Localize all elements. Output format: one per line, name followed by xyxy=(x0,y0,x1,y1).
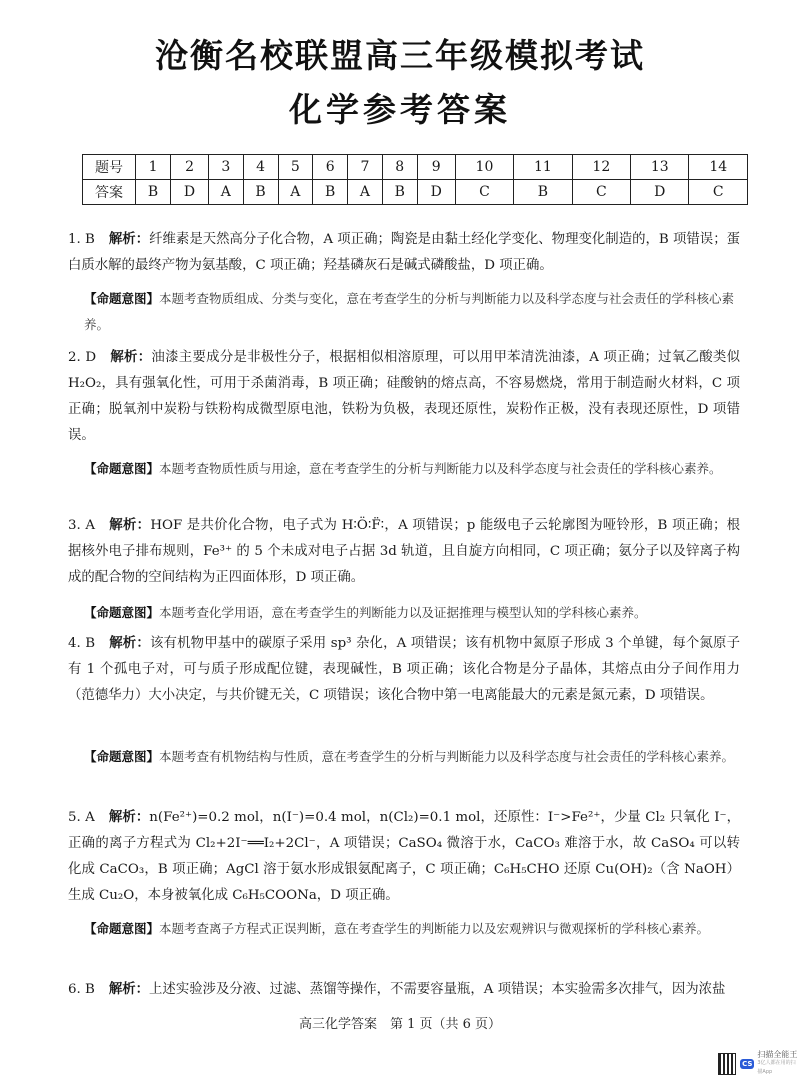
watermark-tagline: 3亿人都在用的扫描App xyxy=(757,1060,796,1075)
question-2-intent xyxy=(84,456,740,482)
page-footer: 高三化学答案 第 1 页（共 6 页） xyxy=(298,1017,502,1032)
answer-table xyxy=(82,154,748,205)
explanation-label: 解析： xyxy=(110,349,152,365)
answer-cell: D xyxy=(417,180,455,205)
question-number: 4 xyxy=(243,155,278,180)
question-1-intent xyxy=(84,286,740,338)
question-head: 3. A xyxy=(68,518,95,533)
answer-row xyxy=(83,180,748,205)
question-number: 5 xyxy=(278,155,313,180)
question-head: 5. A xyxy=(68,810,95,825)
exam-title: 沧衡名校联盟高三年级模拟考试 xyxy=(155,36,645,75)
intent-text: 本题考查离子方程式正误判断，意在考查学生的判断能力以及宏观辨识与微观探析的学科核心素养。 xyxy=(159,921,710,936)
explanation-label: 解析： xyxy=(108,231,150,247)
intent-label: 【命题意图】 xyxy=(84,921,160,936)
question-head: 4. B xyxy=(68,636,96,651)
question-head: 2. D xyxy=(68,350,97,365)
question-5-intent xyxy=(84,916,740,942)
explanation-label: 解析： xyxy=(109,517,151,533)
answer-key-subtitle: 化学参考答案 xyxy=(289,90,511,129)
camscanner-logo-icon: CS xyxy=(742,1059,753,1068)
answer-cell: C xyxy=(455,180,513,205)
answer-cell: A xyxy=(348,180,383,205)
intent-label: 【命题意图】 xyxy=(84,461,160,476)
intent-label: 【命题意图】 xyxy=(84,291,160,306)
qr-code-icon xyxy=(718,1053,736,1075)
answer-cell: B xyxy=(382,180,417,205)
intent-text: 本题考查有机物结构与性质，意在考查学生的分析与判断能力以及科学态度与社会责任的学科核心素养。 xyxy=(159,749,735,764)
question-head: 1. B xyxy=(68,232,95,247)
explanation-text: 上述实验涉及分液、过滤、蒸馏等操作，不需要容量瓶，A 项错误；本实验需多次排气，因为浓盐 xyxy=(149,982,726,997)
question-number: 11 xyxy=(514,155,572,180)
intent-label: 【命题意图】 xyxy=(84,749,160,764)
answer-cell: D xyxy=(631,180,689,205)
question-number: 2 xyxy=(171,155,209,180)
question-5-explanation xyxy=(68,804,740,909)
answer-cell: C xyxy=(572,180,630,205)
answer-cell: B xyxy=(136,180,171,205)
intent-text: 本题考查物质组成、分类与变化，意在考查学生的分析与判断能力以及科学态度与社会责任的学科核心素养。 xyxy=(84,291,735,332)
answer-cell: B xyxy=(514,180,572,205)
explanation-text: 油漆主要成分是非极性分子，根据相似相溶原理，可以用甲苯清洗油漆，A 项正确；过氧乙酸类似 H₂O₂，具有强氧化性，可用于杀菌消毒，B 项正确；硅酸钠的熔点高，不容易燃烧，常用于制造耐火材料，C 项正确；脱氧剂中炭粉与铁粉构成微型原电池，铁粉为负极，表现还原性，炭粉作正极，没有表现还原性，D 项错误。 xyxy=(68,350,740,443)
question-4-explanation xyxy=(68,630,740,709)
question-number: 14 xyxy=(689,155,748,180)
intent-text: 本题考查物质性质与用途，意在考查学生的分析与判断能力以及科学态度与社会责任的学科核心素养。 xyxy=(159,461,722,476)
row-label-answer: 答案 xyxy=(83,180,136,205)
question-number: 1 xyxy=(136,155,171,180)
question-number: 8 xyxy=(382,155,417,180)
question-number: 12 xyxy=(572,155,630,180)
scanner-watermark xyxy=(718,1050,800,1077)
explanation-text: 该有机物甲基中的碳原子采用 sp³ 杂化，A 项错误；该有机物中氮原子形成 3 个单键，每个氮原子有 1 个孤电子对，可与质子形成配位键，表现碱性，B 项正确；该化合物是分子晶体，其熔点由分子间作用力（范德华力）大小决定，与共价键无关，C 项错误；该化合物中第一电离能最大的元素是氮元素，D 项错误。 xyxy=(68,636,741,703)
answer-cell: B xyxy=(243,180,278,205)
answer-cell: B xyxy=(313,180,348,205)
question-number: 9 xyxy=(417,155,455,180)
answer-cell: D xyxy=(171,180,209,205)
question-6-explanation xyxy=(68,976,740,1003)
question-2-explanation xyxy=(68,344,740,449)
question-number: 3 xyxy=(209,155,244,180)
question-3-explanation xyxy=(68,512,740,591)
question-number: 13 xyxy=(631,155,689,180)
question-1-explanation xyxy=(68,226,740,279)
row-label-number: 题号 xyxy=(83,155,136,180)
explanation-label: 解析： xyxy=(109,635,150,651)
watermark-name: 扫描全能王 xyxy=(757,1050,798,1059)
question-number: 10 xyxy=(455,155,513,180)
answer-cell: C xyxy=(689,180,748,205)
intent-label: 【命题意图】 xyxy=(84,605,160,620)
question-4-intent xyxy=(84,744,740,770)
question-3-intent xyxy=(84,600,740,626)
intent-text: 本题考查化学用语，意在考查学生的判断能力以及证据推理与模型认知的学科核心素养。 xyxy=(159,605,647,620)
explanation-text: HOF 是共价化合物，电子式为 H∶Ö∶F̈∶，A 项错误；p 能级电子云轮廓图为哑铃形，B 项正确；根据核外电子排布规则，Fe³⁺ 的 5 个未成对电子占据 3d 轨道，且自旋方向相同，C 项正确；氨分子以及锌离子构成的配合物的空间结构为正四面体形，D 项正确。 xyxy=(68,518,741,585)
number-row xyxy=(83,155,748,180)
answer-cell: A xyxy=(209,180,244,205)
question-number: 6 xyxy=(313,155,348,180)
explanation-text: n(Fe²⁺)=0.2 mol，n(I⁻)=0.4 mol，n(Cl₂)=0.1 mol，还原性：I⁻>Fe²⁺，少量 Cl₂ 只氧化 I⁻，正确的离子方程式为 Cl₂+2I⁻══I₂+2Cl⁻，A 项错误；CaSO₄ 微溶于水，CaCO₃ 难溶于水，故 CaSO₄ 可以转化成 CaCO₃，B 项正确；AgCl 溶于氨水形成银氨配离子，C 项正确；C₆H₅CHO 还原 Cu(OH)₂（含 NaOH）生成 Cu₂O，本身被氧化成 C₆H₅COONa，D 项正确。 xyxy=(68,810,741,903)
question-number: 7 xyxy=(348,155,383,180)
answer-cell: A xyxy=(278,180,313,205)
explanation-text: 纤维素是天然高分子化合物，A 项正确；陶瓷是由黏土经化学变化、物理变化制造的，B 项错误；蛋白质水解的最终产物为氨基酸，C 项正确；羟基磷灰石是碱式磷酸盐，D 项正确。 xyxy=(68,232,740,273)
explanation-label: 解析： xyxy=(108,981,150,997)
explanation-label: 解析： xyxy=(108,809,150,825)
question-head: 6. B xyxy=(68,982,95,997)
